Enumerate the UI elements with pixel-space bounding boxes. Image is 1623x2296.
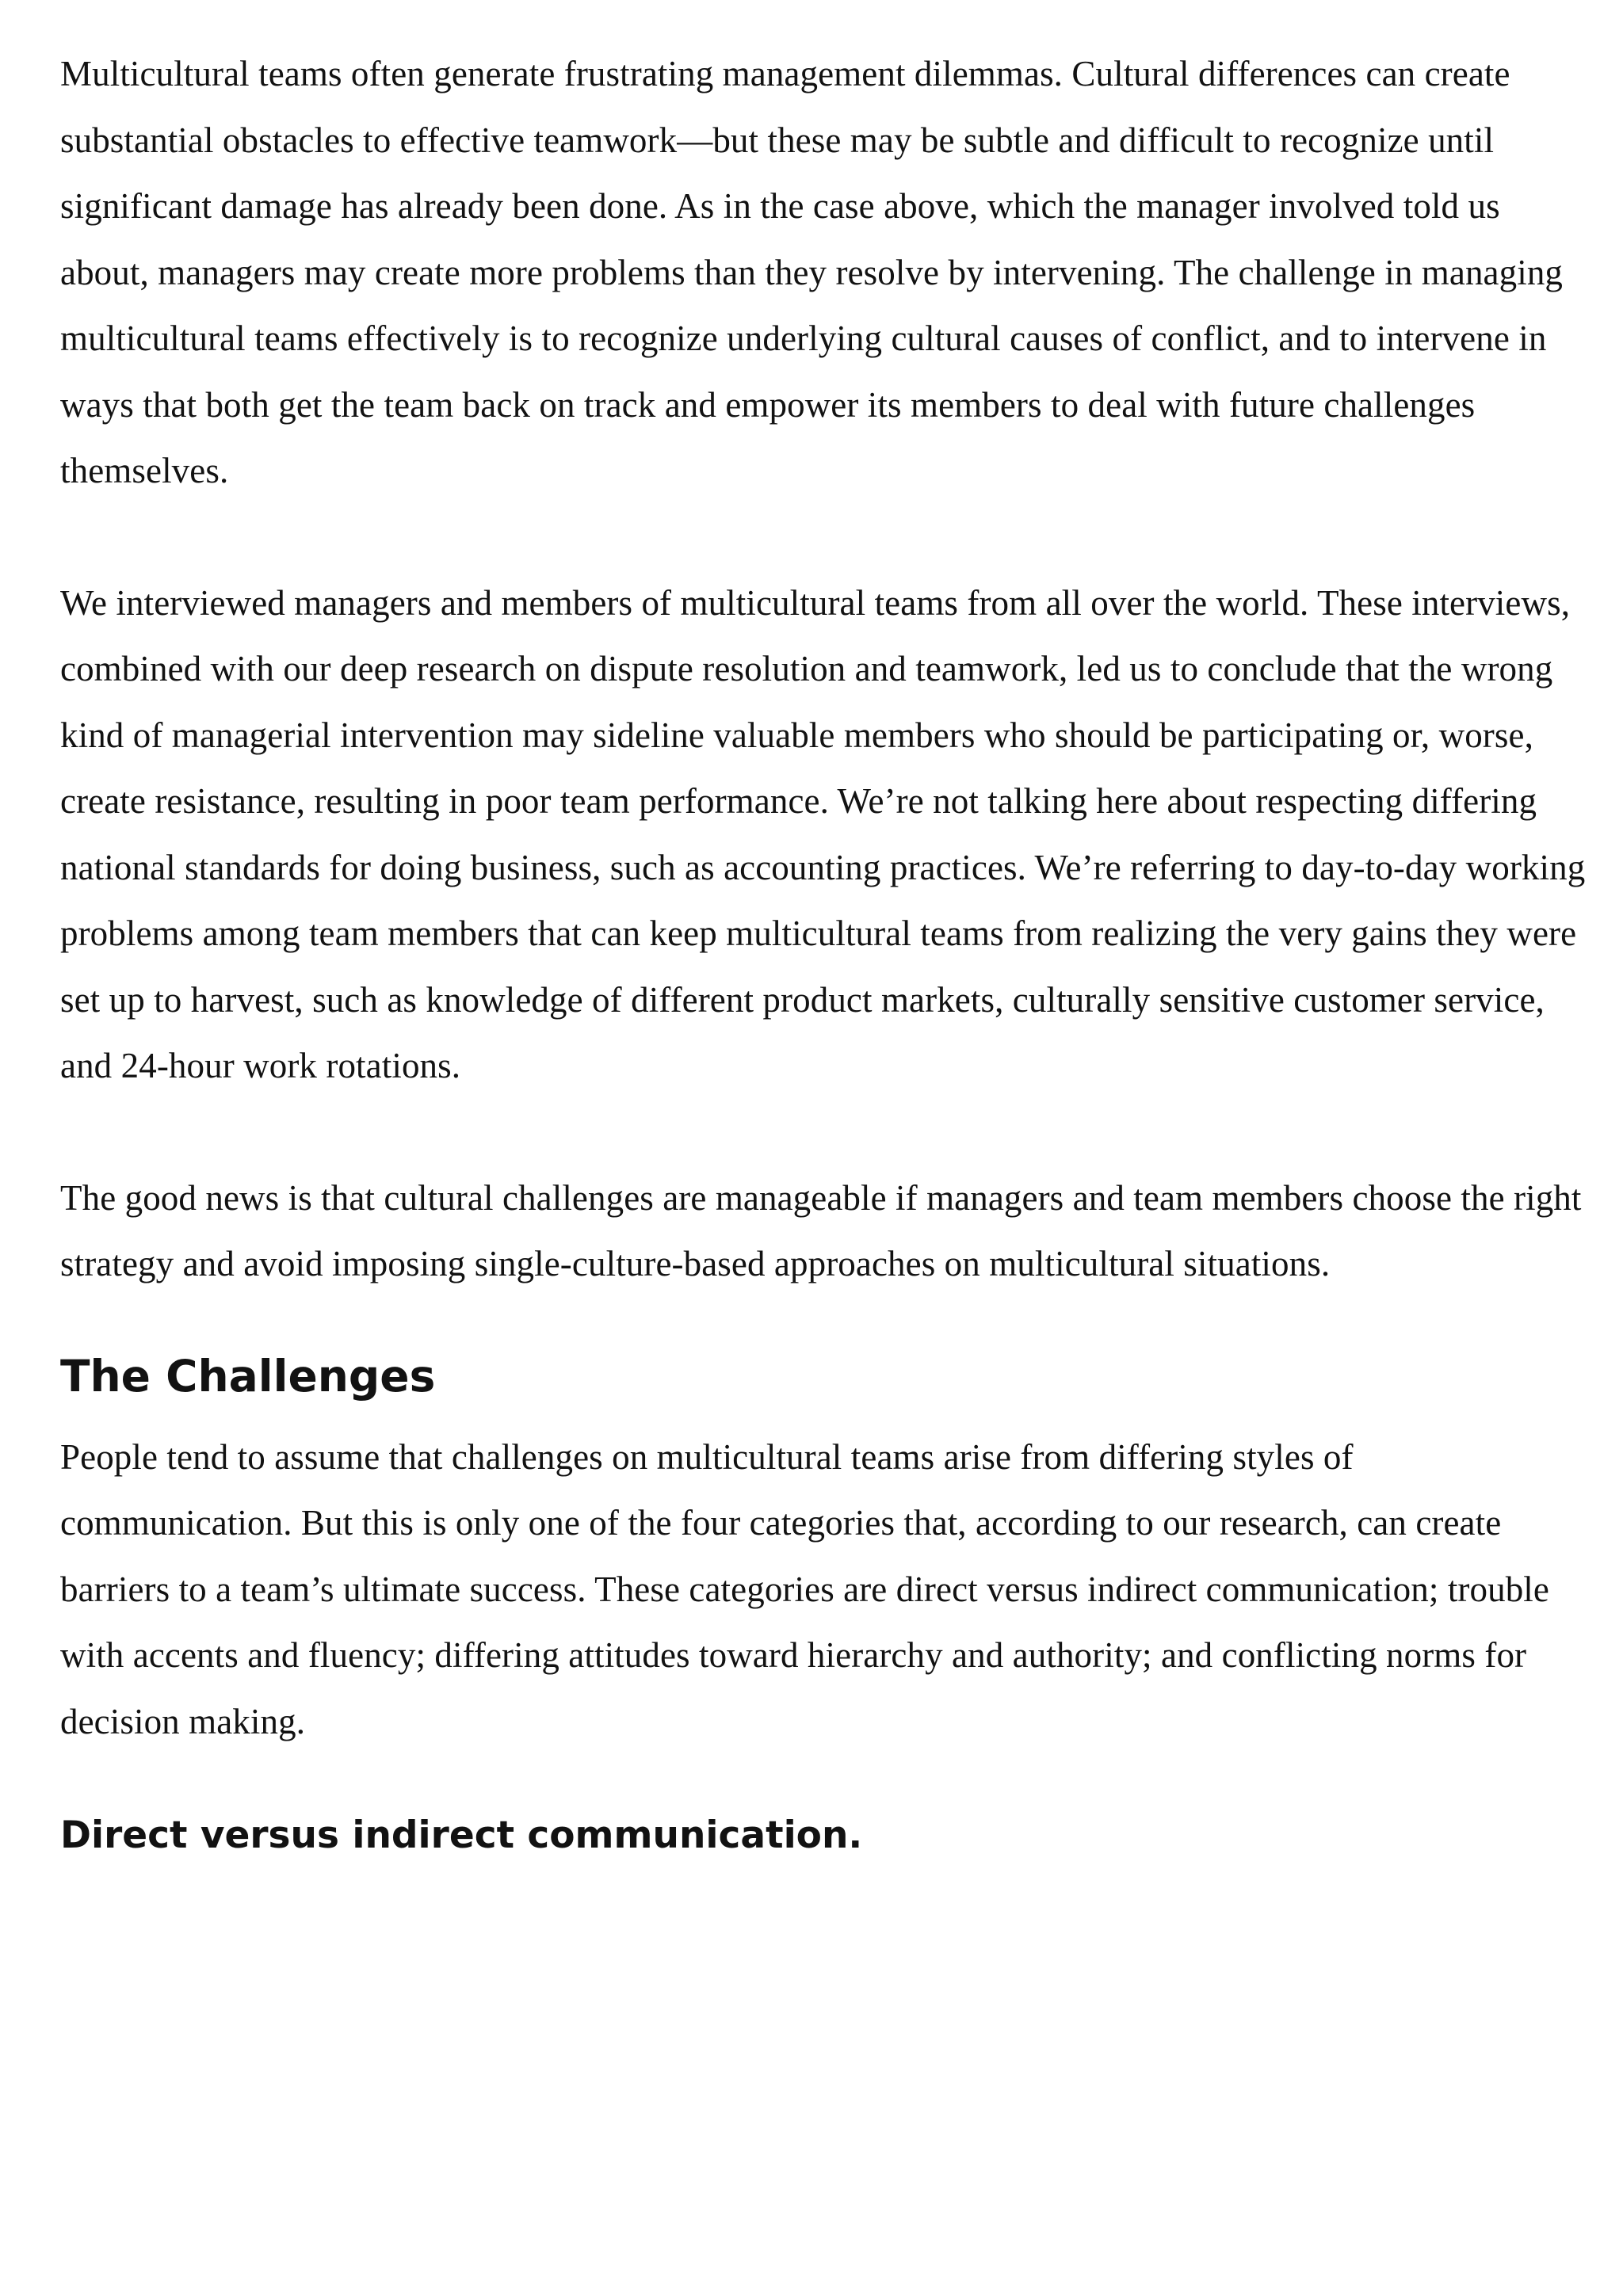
- paragraph-2: We interviewed managers and members of multicultural teams from all over the world. These interviews, combined with our deep research on dispute resolution and teamwork, led us to conclude that the wrong kind of managerial intervention may sideline valuable members who should be participating or, worse, create resistance, resulting in poor team performance. We’re not talking here about respecting differing national standards for doing business, such as accounting practices. We’re referring to day-to-day working problems among team members that can keep multicultural teams from realizing the very gains they were set up to harvest, such as knowledge of different product markets, culturally sensitive customer service, and 24-hour work rotations.: [60, 582, 1586, 1085]
- section-paragraph: People tend to assume that challenges on multicultural teams arise from differing styles of communication. But this is only one of the four categories that, according to our research, can create barriers to a team’s ultimate success. These categories are direct versus indirect communication; trouble with accents and fluency; differing attitudes toward hierarchy and authority; and conflicting norms for decision making.: [60, 1436, 1549, 1741]
- paragraph-3: The good news is that cultural challenges are manageable if managers and team members choose the right strategy and avoid imposing single-culture-based approaches on multicultural situations.: [60, 1177, 1582, 1283]
- section-heading: The Challenges: [60, 1350, 436, 1402]
- article-body: [60, 41, 1590, 1859]
- paragraph-1: Multicultural teams often generate frustrating management dilemmas. Cultural differences can create substantial obstacles to effective teamwork—but these may be subtle and difficult to recognize until significant damage has already been done. As in the case above, which the manager involved told us about, managers may create more problems than they resolve by intervening. The challenge in managing multicultural teams effectively is to recognize underlying cultural causes of conflict, and to intervene in ways that both get the team back on track and empower its members to deal with future challenges themselves.: [60, 54, 1564, 490]
- subheading: Direct versus indirect communication.: [60, 1814, 863, 1857]
